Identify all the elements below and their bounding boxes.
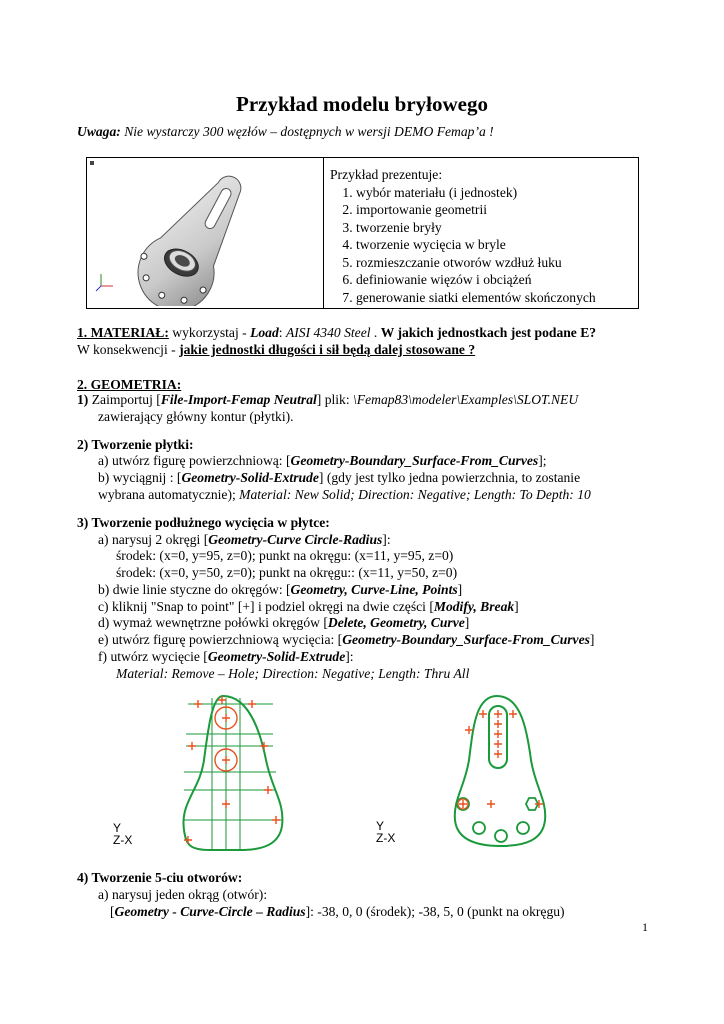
command: Geometry-Solid-Extrude [181, 470, 319, 485]
text-span: W konsekwencji - [77, 342, 180, 357]
command: File-Import-Femap Neutral [160, 392, 317, 407]
example-items [330, 184, 635, 307]
note [77, 124, 494, 140]
example-list [330, 166, 635, 306]
text-span: d) wymaż wewnętrzne połówki okręgów [ [98, 615, 328, 630]
axis-y: Y [113, 821, 122, 835]
text-span: wybrana automatycznie); [98, 487, 240, 502]
text-span: : [278, 325, 286, 340]
text-span: [ [110, 904, 115, 919]
command: Delete, Geometry, Curve [327, 615, 465, 630]
command: Geometry-Solid-Extrude [207, 649, 346, 664]
box-divider [323, 158, 324, 308]
material-name: AISI 4340 Steel [285, 325, 371, 340]
step-4-b [110, 904, 565, 921]
text-span: a) narysuj 2 okręgi [ [98, 532, 209, 547]
step-1-line-2: zawierający główny kontur (płytki). [98, 409, 294, 424]
circle-1-coords: środek: (x=0, y=95, z=0); punkt na okręgu: (x=11, y=95, z=0) [116, 548, 454, 563]
command: Geometry-Boundary_Surface-From_Curves [290, 453, 539, 468]
material-line-1 [77, 325, 596, 342]
step-3-b [98, 582, 462, 599]
page-number: 1 [642, 920, 648, 934]
example-box [86, 157, 639, 309]
text-span: Zaimportuj [ [88, 392, 161, 407]
text-span: wykorzystaj - [168, 325, 251, 340]
command: Geometry-Curve Circle-Radius [208, 532, 383, 547]
text-span: ] plik: [316, 392, 354, 407]
text-span: ]: [345, 649, 354, 664]
step-2-b-cont [98, 487, 591, 504]
step-3-f [98, 649, 354, 666]
text-span: c) kliknij "Snap to point" [+] i podziel okręgi na dwie części [ [98, 599, 434, 614]
command: Geometry, Curve-Line, Points [290, 582, 458, 597]
step-3-a [98, 532, 391, 549]
step-1-line-1 [77, 392, 578, 409]
text-span: b) dwie linie styczne do okręgów: [ [98, 582, 291, 597]
list-item: 5. rozmieszczanie otworów wzdłuż łuku [356, 254, 635, 272]
axis-label-right [376, 820, 395, 844]
text-span: ] [464, 615, 470, 630]
page-title: Przykład modelu bryłowego [236, 92, 488, 116]
section-1-heading: 1. MATERIAŁ: [77, 325, 169, 340]
text-span: ] [589, 632, 595, 647]
command: Modify, Break [433, 599, 515, 614]
file-path: \Femap83\modeler\Examples\SLOT.NEU [353, 392, 579, 407]
step-3-c [98, 599, 519, 616]
text-span: ] (gdy jest tylko jedna powierzchnia, to zostanie [318, 470, 581, 485]
list-item: 2. importowanie geometrii [356, 201, 635, 219]
command-load: Load [250, 325, 279, 340]
list-item: 7. generowanie siatki elementów skończonych [356, 289, 635, 307]
material-line-2 [77, 342, 475, 359]
list-item: 6. definiowanie więzów i obciążeń [356, 271, 635, 289]
step-2-heading: 2) Tworzenie płytki: [77, 437, 194, 452]
part-render-image [89, 160, 321, 306]
command: Geometry-Boundary_Surface-From_Curves [342, 632, 590, 647]
text-span: a) utwórz figurę powierzchniową: [ [98, 453, 291, 468]
list-item: 1. wybór materiału (i jednostek) [356, 184, 635, 202]
geometry-diagram-left [108, 690, 298, 860]
list-item: 3. tworzenie bryły [356, 219, 635, 237]
step-3-d [98, 615, 469, 632]
text-span: ]: -38, 0, 0 (środek); -38, 5, 0 (punkt na okręgu) [305, 904, 565, 919]
section-2-heading: 2. GEOMETRIA: [77, 377, 182, 392]
extrude-params: Material: New Solid; Direction: Negative; Length: To Depth: 10 [239, 487, 591, 502]
step-4-heading: 4) Tworzenie 5-ciu otworów: [77, 870, 243, 885]
note-text: Nie wystarczy 300 węzłów – dostępnych w wersji DEMO Femap’a ! [120, 124, 494, 139]
text-span: . [370, 325, 381, 340]
step-4-a: a) narysuj jeden okrąg (otwór): [98, 887, 268, 902]
step-2-b [98, 470, 580, 487]
geometry-diagram-right [435, 690, 575, 850]
question-units-2: jakie jednostki długości i sił będą dalej stosowane ? [179, 342, 476, 357]
text-span: f) utwórz wycięcie [ [98, 649, 208, 664]
step-3-heading: 3) Tworzenie podłużnego wycięcia w płytce: [77, 515, 330, 530]
text-span: ]; [538, 453, 547, 468]
axis-zx: Z-X [113, 833, 133, 847]
axis-label-left [113, 822, 132, 846]
text-span: e) utwórz figurę powierzchniową wycięcia: [ [98, 632, 343, 647]
step-3-e [98, 632, 594, 649]
command: Geometry - Curve-Circle – Radius [114, 904, 306, 919]
circle-2-coords: środek: (x=0, y=50, z=0); punkt na okręgu:: (x=11, y=50, z=0) [116, 565, 458, 580]
step-2-a [98, 453, 547, 470]
list-item: 4. tworzenie wycięcia w bryle [356, 236, 635, 254]
step-3-f-params: Material: Remove – Hole; Direction: Negative; Length: Thru All [116, 666, 470, 681]
axis-zx: Z-X [376, 831, 396, 845]
text-span: ] [514, 599, 519, 614]
axis-y: Y [376, 819, 385, 833]
step-number: 1) [77, 392, 89, 407]
question-units: W jakich jednostkach jest podane E? [380, 325, 597, 340]
note-label: Uwaga: [77, 124, 121, 139]
example-intro: Przykład prezentuje: [330, 167, 443, 182]
text-span: ] [457, 582, 463, 597]
text-span: ]: [382, 532, 391, 547]
text-span: b) wyciągnij : [ [98, 470, 182, 485]
